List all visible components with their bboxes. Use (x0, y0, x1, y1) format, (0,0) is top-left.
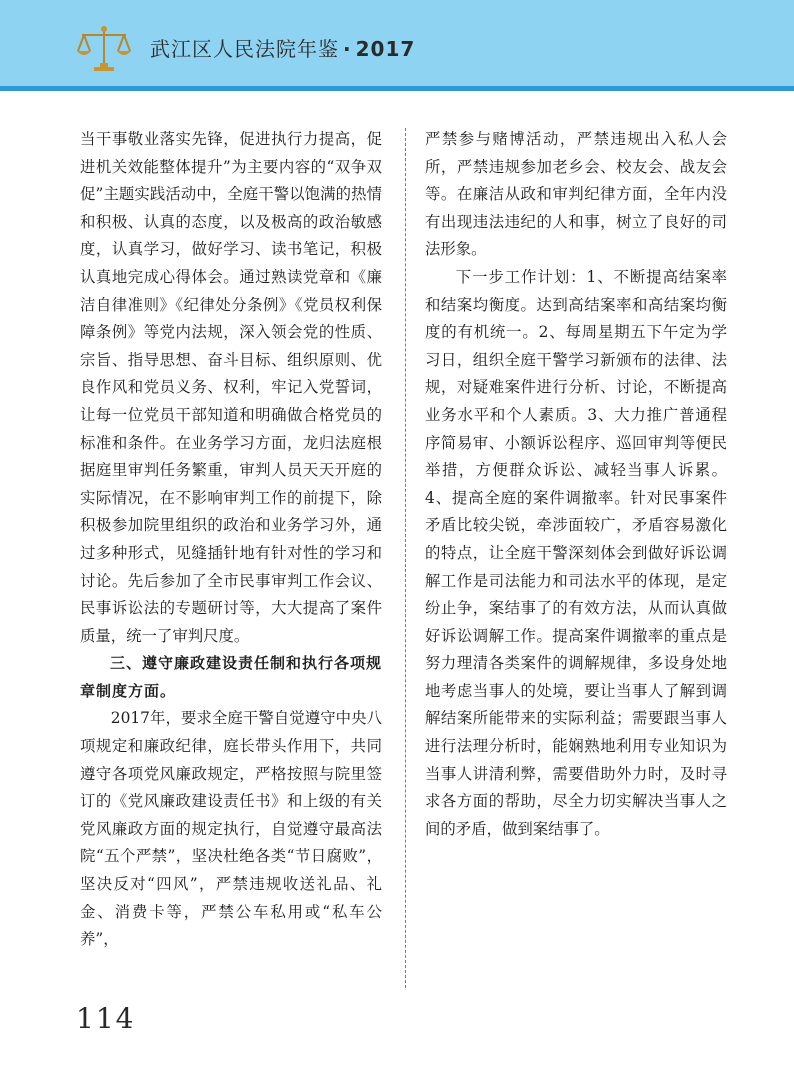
right-paragraph-1: 严禁参与赌博活动，严禁违规出入私人会所，严禁违规参加老乡会、校友会、战友会等。在廉洁从政和审判纪律方面，全年内没有出现违法违纪的人和事，树立了良好的司法形象。 (425, 130, 727, 259)
left-paragraph-1: 当干事敬业落实先锋，促进执行力提高，促进机关效能整体提升”为主要内容的“双争双促”主题实践活动中，全庭干警以饱满的热情和积极、认真的态度，以及极高的政治敏感度，认真学习，做好学习、读书笔记，积极认真地完成心得体会。通过熟读党章和《廉洁自律准则》《纪律处分条例》《党员权利保障条例》等党内法规，深入领会党的性质、宗旨、指导思想、奋斗目标、组织原则、优良作风和党员义务、权利，牢记入党誓词，让每一位党员干部知道和明确做合格党员的标准和条件。在业务学习方面，龙归法庭根据庭里审判任务繁重，审判人员天天开庭的实际情况，在不影响审判工作的前提下，除积极参加院里组织的政治和业务学习外，通过多种形式，见缝插针地有针对性的学习和讨论。先后参加了全市民事审判工作会议、民事诉讼法的专题研讨等，大大提高了案件质量，统一了审判尺度。 (80, 130, 382, 645)
right-paragraph-2: 下一步工作计划：1、不断提高结案率和结案均衡度。达到高结案率和高结案均衡度的有机统一。2、每周星期五下午定为学习日，组织全庭干警学习新颁布的法律、法规，对疑难案件进行分析、讨论，不断提高业务水平和个人素质。3、大力推广普通程序简易审、小额诉讼程序、巡回审判等便民举措，方便群众诉讼、减轻当事人诉累。4、提高全庭的案件调撤率。针对民事案件矛盾比较尖锐，牵涉面较广，矛盾容易激化的特点，让全庭干警深刻体会到做好诉讼调解工作是司法能力和司法水平的体现，是定纷止争，案结事了的有效方法，从而认真做好诉讼调解工作。提高案件调撤率的重点是努力理清各类案件的调解规律，多设身处地地考虑当事人的处境，要让当事人了解到调解结案所能带来的实际利益；需要跟当事人进行法理分析时，能娴熟地利用专业知识为当事人讲清利弊，需要借助外力时，及时寻求各方面的帮助，尽全力切实解决当事人之间的矛盾，做到案结事了。 (425, 267, 727, 838)
right-column (425, 126, 727, 843)
yearbook-year: 2017 (355, 37, 416, 61)
column-divider (405, 128, 406, 988)
scales-of-justice-icon (74, 23, 134, 75)
yearbook-name: 武江区人民法院年鉴 (150, 37, 339, 61)
page-number: 114 (76, 1002, 136, 1035)
section-heading-3: 三、遵守廉政建设责任制和执行各项规章制度方面。 (80, 654, 383, 700)
left-paragraph-2: 2017年，要求全庭干警自觉遵守中央八项规定和廉政纪律，庭长带头作用下，共同遵守各项党风廉政规定，严格按照与院里签订的《党风廉政建设责任书》和上级的有关党风廉政方面的规定执行，自觉遵守最高法院“五个严禁”，坚决杜绝各类“节日腐败”，坚决反对“四风”，严禁违规收送礼品、礼金、消费卡等，严禁公车私用或“私车公养”， (80, 709, 382, 949)
yearbook-title (150, 33, 415, 62)
page-header (0, 0, 794, 91)
left-column (80, 126, 382, 954)
title-separator: · (343, 37, 352, 61)
